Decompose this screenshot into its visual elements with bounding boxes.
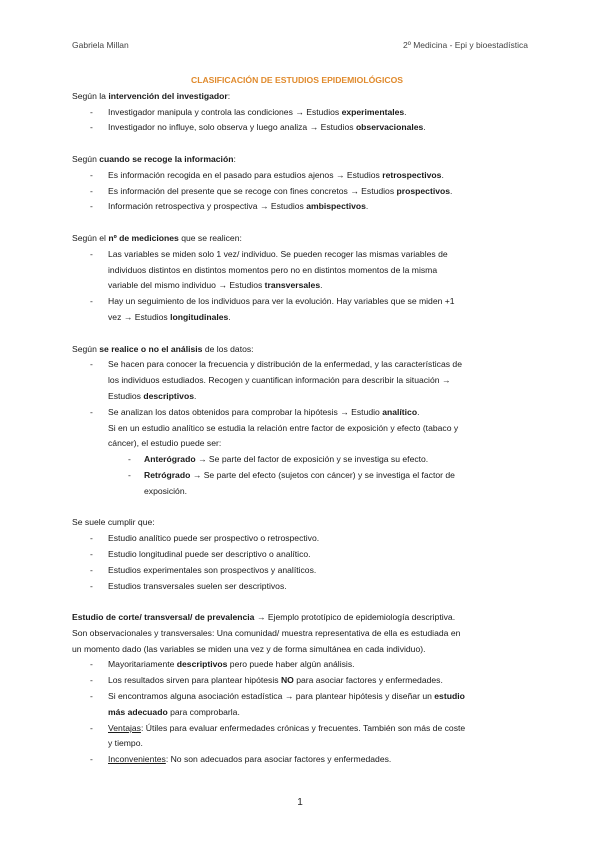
list-item: - Es información del presente que se recoge con fines concretos → Estudios prospectivos.	[72, 184, 528, 200]
list-item: - Es información recogida en el pasado para estudios ajenos → Estudios retrospectivos.	[72, 168, 528, 184]
list-item: - Si encontramos alguna asociación estadística → para plantear hipótesis y diseñar un estudio más adecuado para comprobarla.	[72, 689, 528, 721]
list-item: - Hay un seguimiento de los individuos para ver la evolución. Hay variables que se miden +1 vez → Estudios longitudinales.	[72, 294, 528, 326]
list-item: - Investigador manipula y controla las condiciones → Estudios experimentales.	[72, 105, 528, 121]
page-number: 1	[297, 797, 303, 808]
list-analitico-tipos	[72, 452, 528, 499]
analitico-detail: Si en un estudio analítico se estudia la relación entre factor de exposición y efecto (tabaco y cáncer), el estudio puede ser:	[108, 422, 459, 449]
list-item: - Mayoritariamente descriptivos pero puede haber algún análisis.	[72, 657, 528, 673]
document-body	[72, 73, 528, 768]
section-heading-intervencion: Según la intervención del investigador:	[72, 90, 231, 101]
list-mediciones	[72, 247, 528, 326]
list-item: - Estudios experimentales son prospectivos y analíticos.	[72, 563, 528, 579]
section-heading-mediciones: Según el nº de mediciones que se realicen:	[72, 232, 242, 243]
paragraph: Son observacionales y transversales: Una comunidad/ muestra representativa de ella es estudiada en	[72, 627, 461, 638]
paragraph: un momento dado (las variables se miden una vez y de forma simultánea en cada individuo).	[72, 643, 426, 654]
section-heading-analisis: Según se realice o no el análisis de los datos:	[72, 343, 254, 354]
list-item: - Estudio longitudinal puede ser descriptivo o analítico.	[72, 547, 528, 563]
list-item: - Ventajas: Útiles para evaluar enfermedades crónicas y frecuentes. También son más de coste y tiempo.	[72, 721, 528, 753]
header-author: Gabriela Millan	[72, 40, 129, 50]
section-heading-corte-transversal: Estudio de corte/ transversal/ de prevalencia → Ejemplo prototípico de epidemiología descriptiva.	[72, 612, 456, 623]
list-analisis	[72, 357, 528, 420]
header-course: 2º Medicina - Epi y bioestadística	[403, 40, 528, 50]
list-item: - Se hacen para conocer la frecuencia y distribución de la enfermedad, y las características de los individuos estudiados. Recogen y cuantifican información para describir la situación → Estudios descriptivos.	[72, 357, 528, 404]
section-heading-cumplir: Se suele cumplir que:	[72, 517, 155, 528]
list-item: - Estudios transversales suelen ser descriptivos.	[72, 579, 528, 595]
list-recogida	[72, 168, 528, 215]
list-cumplir	[72, 531, 528, 594]
list-item: - Anterógrado → Se parte del factor de exposición y se investiga su efecto.	[72, 452, 528, 468]
list-intervencion	[72, 105, 528, 137]
list-item: - Se analizan los datos obtenidos para comprobar la hipótesis → Estudio analítico.	[72, 405, 528, 421]
list-item: - Inconvenientes: No son adecuados para asociar factores y enfermedades.	[72, 752, 528, 768]
section-heading-recogida: Según cuando se recoge la información:	[72, 153, 236, 164]
list-item: - Las variables se miden solo 1 vez/ individuo. Se pueden recoger las mismas variables de individuos distintos en distintos momentos pero no en distintos momentos de la misma variable del mismo individuo → Estudios transversales.	[72, 247, 528, 294]
list-item: - Estudio analítico puede ser prospectivo o retrospectivo.	[72, 531, 528, 547]
list-item: - Retrógrado → Se parte del efecto (sujetos con cáncer) y se investiga el factor de exposición.	[72, 468, 528, 500]
list-item: - Los resultados sirven para plantear hipótesis NO para asociar factores y enfermedades.	[72, 673, 528, 689]
list-item: - Investigador no influye, solo observa y luego analiza → Estudios observacionales.	[72, 120, 528, 136]
list-item: - Información retrospectiva y prospectiva → Estudios ambispectivos.	[72, 199, 528, 215]
page-title: CLASIFICACIÓN DE ESTUDIOS EPIDEMIOLÓGICOS	[191, 75, 403, 85]
list-corte-transversal	[72, 657, 528, 768]
